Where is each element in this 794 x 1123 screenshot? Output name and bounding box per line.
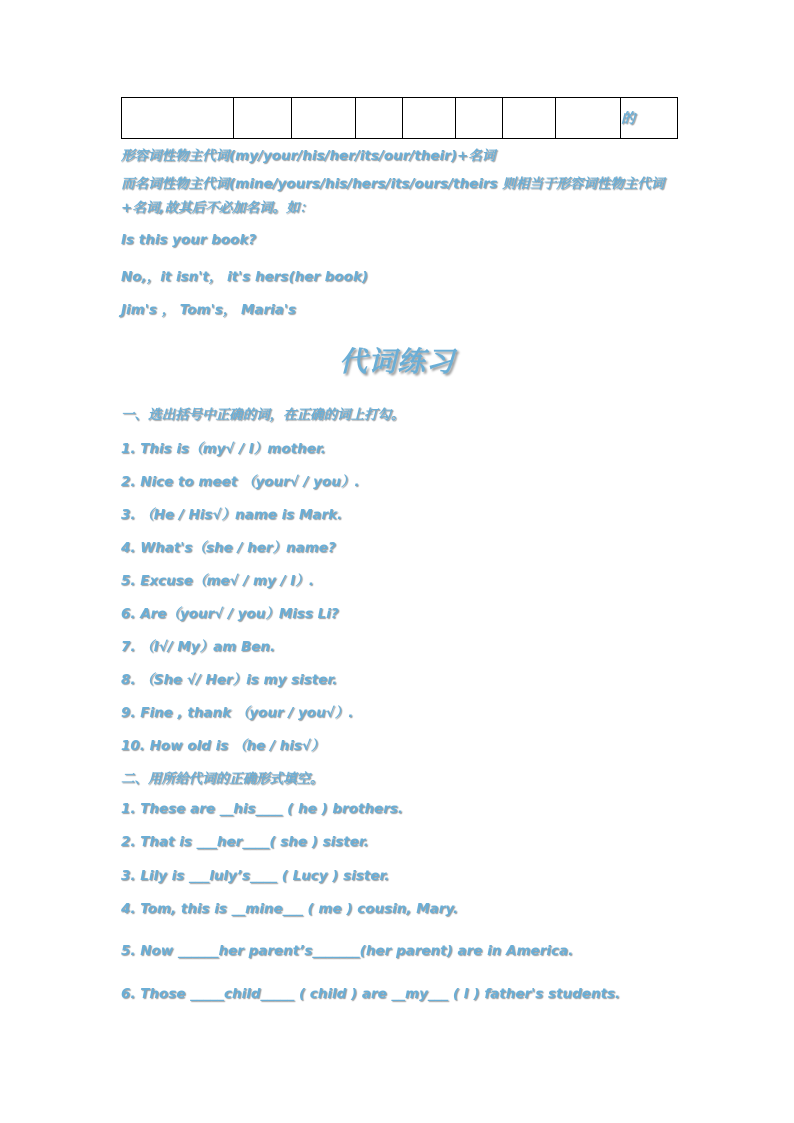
table-cell: 的 (621, 98, 678, 139)
table-cell (403, 98, 456, 139)
exercise-item: 8. （She √/ Her）is my sister. (121, 672, 338, 688)
example-line-1: Is this your book? (121, 232, 257, 248)
fill-item: 3. Lily is ___luly’s____ ( Lucy ) sister. (121, 868, 390, 884)
table-cell (456, 98, 503, 139)
fill-item: 1. These are __his____ ( he ) brothers. (121, 801, 404, 817)
fill-item: 2. That is ___her____( she ) sister. (121, 834, 369, 850)
grammar-table (121, 97, 678, 139)
rule-line-1: 形容词性物主代词(my/your/his/her/its/our/their)+名词 (121, 148, 496, 164)
exercise-item: 6. Are（your√ / you）Miss Li? (121, 606, 339, 622)
example-line-3: Jim's ， Tom's， Maria's (121, 302, 297, 318)
exercise-item: 9. Fine , thank （your / you√）. (121, 705, 354, 721)
table-cell (122, 98, 234, 139)
table-cell (556, 98, 621, 139)
fill-item: 4. Tom, this is __mine___ ( me ) cousin, Mary. (121, 901, 459, 917)
exercise-item: 4. What's（she / her）name? (121, 540, 336, 556)
fill-item: 6. Those _____child_____ ( child ) are __my___ ( I ) father's students. (121, 986, 621, 1002)
example-line-2: No,，it isn't， it's hers(her book) (121, 269, 369, 285)
table-row (122, 98, 678, 139)
fill-item: 5. Now ______her parent’s_______(her parent) are in America. (121, 943, 574, 959)
section2-heading: 二、用所给代词的正确形式填空。 (121, 771, 324, 787)
exercise-item: 10. How old is （he / his√） (121, 738, 325, 754)
exercise-item: 1. This is（my√ / I）mother. (121, 441, 326, 457)
table-cell (292, 98, 356, 139)
page-title: 代词练习 (338, 345, 455, 378)
table-cell (234, 98, 292, 139)
exercise-item: 3. （He / His√）name is Mark. (121, 507, 343, 523)
exercise-item: 7. （I√/ My）am Ben. (121, 639, 276, 655)
section1-heading: 一、选出括号中正确的词，在正确的词上打勾。 (121, 407, 405, 423)
table-cell (503, 98, 556, 139)
exercise-item: 2. Nice to meet （your√ / you）. (121, 474, 360, 490)
rule-line-2: 而名词性物主代词(mine/yours/his/hers/its/ours/theirs 则相当于形容词性物主代词+名词,故其后不必加名词。如： (121, 176, 665, 216)
exercise-item: 5. Excuse（me√ / my / I）. (121, 573, 314, 589)
table-cell (356, 98, 403, 139)
